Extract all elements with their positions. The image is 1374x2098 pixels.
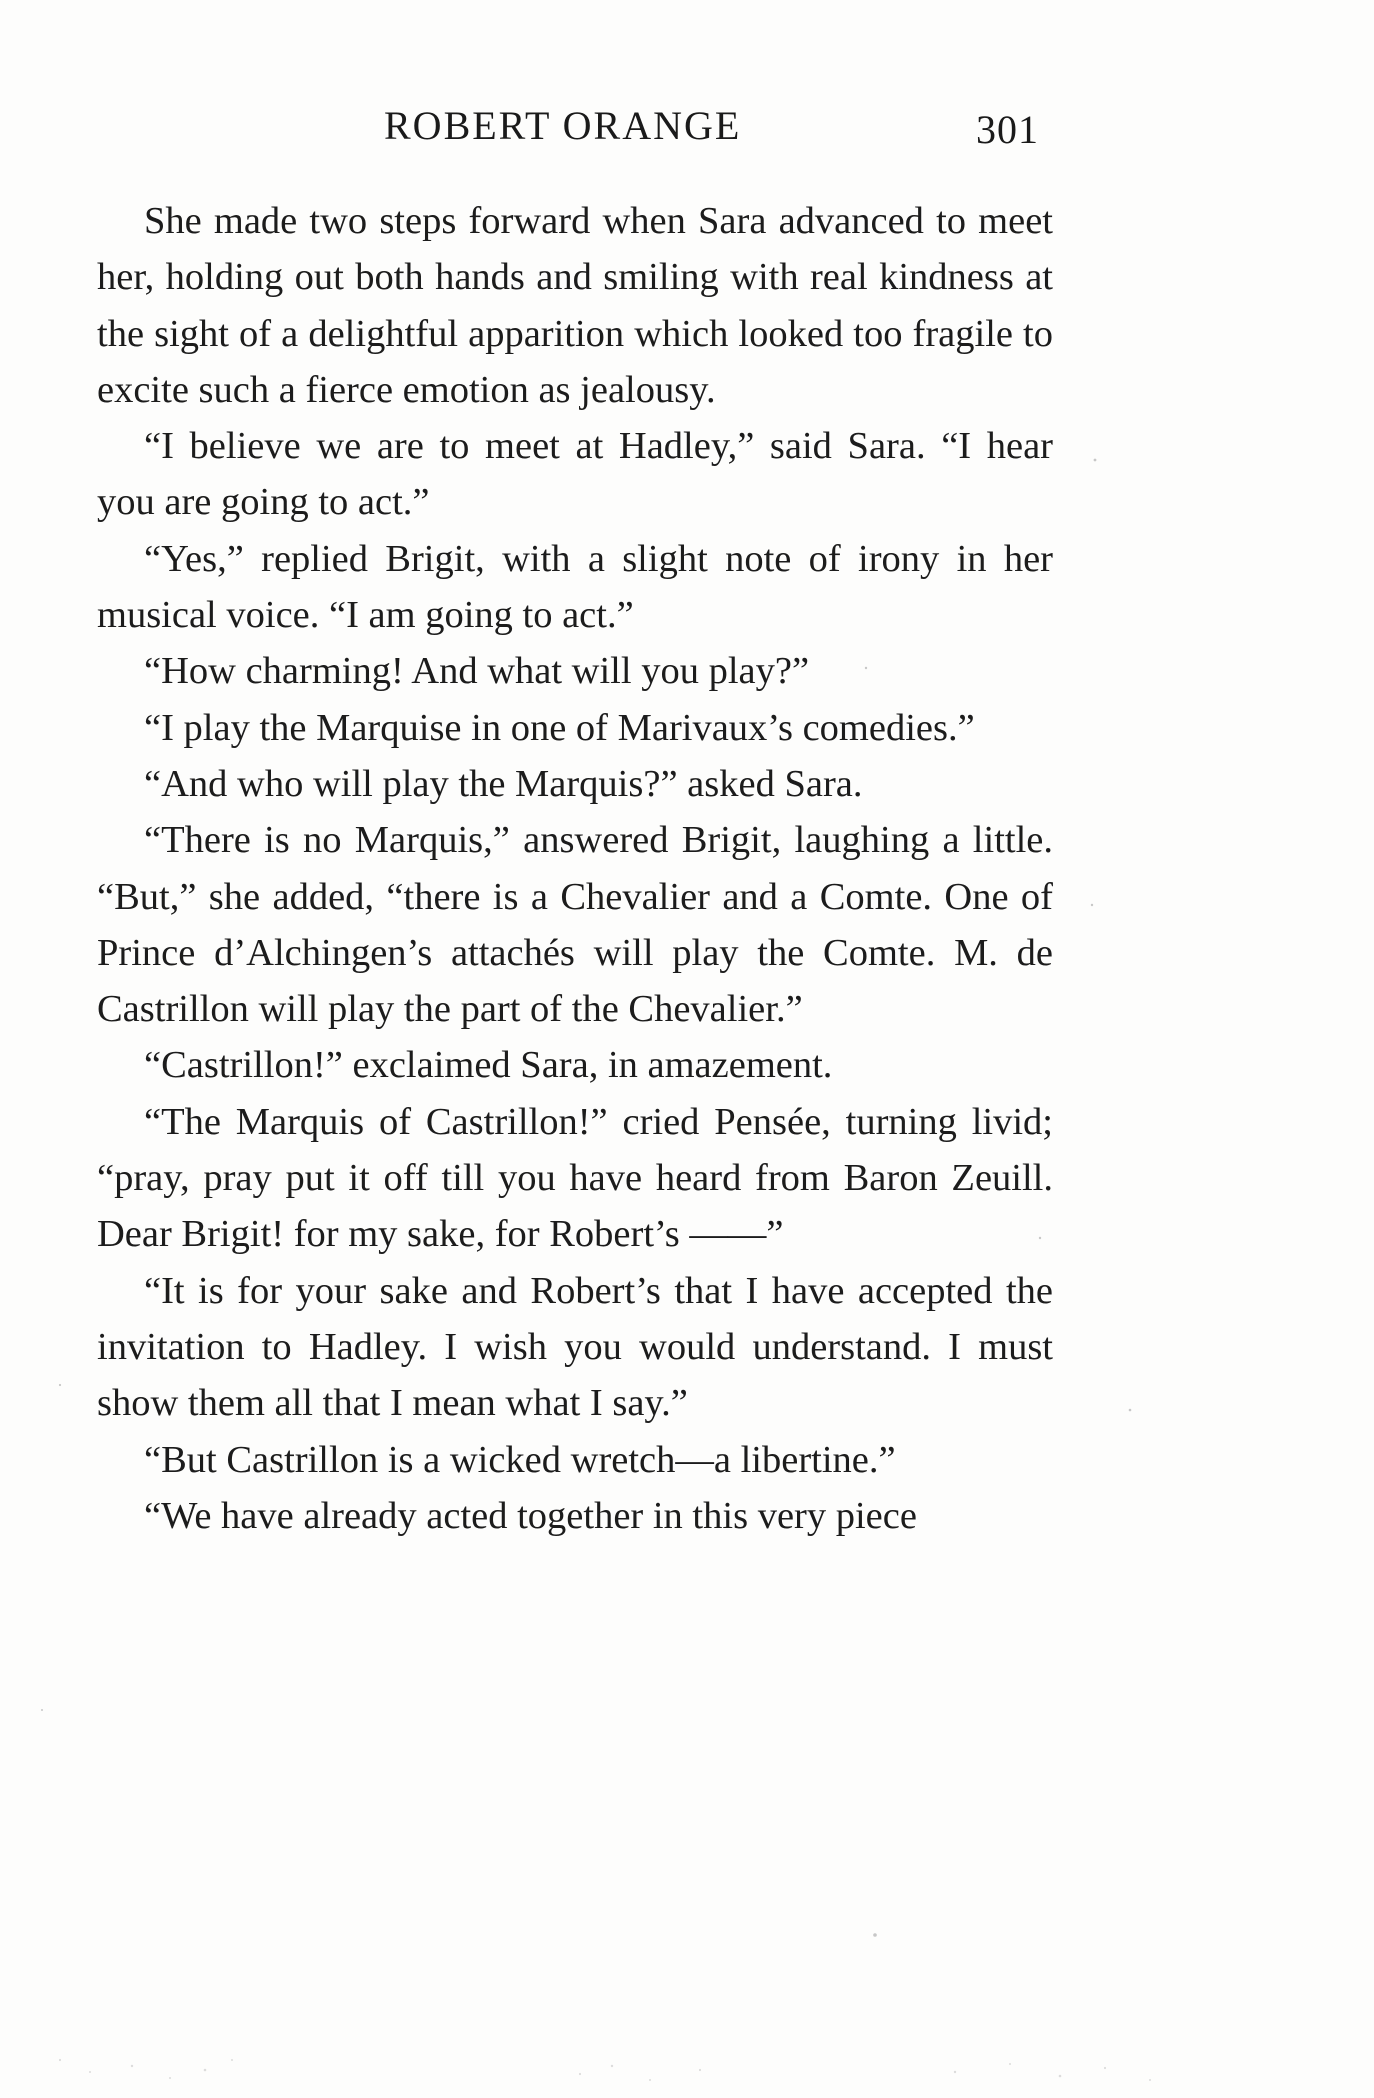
body-text	[97, 193, 1053, 1544]
paragraph: “I play the Marquise in one of Marivaux’s comedies.”	[144, 706, 975, 749]
page-number: 301	[976, 107, 1039, 152]
paragraph: “We have already acted together in this very piece	[144, 1494, 917, 1537]
paragraph: “It is for your sake and Robert’s that I have accepted the invitation to Hadley. I wish you would understand. I must show them all that I mean what I say.”	[97, 1269, 1053, 1425]
paragraph: “But Castrillon is a wicked wretch—a libertine.”	[144, 1438, 896, 1481]
paragraph: She made two steps forward when Sara advanced to meet her, holding out both hands and smiling with real kindness at the sight of a delightful apparition which looked too fragile to excite such a fierce emotion as jealousy.	[97, 200, 1053, 411]
paragraph: “I believe we are to meet at Hadley,” said Sara. “I hear you are going to act.”	[97, 425, 1053, 524]
paragraph: “The Marquis of Castrillon!” cried Pensée, turning livid; “pray, pray put it off till you have heard from Baron Zeuill. Dear Brigit! for my sake, for Robert’s ——”	[97, 1100, 1053, 1256]
paragraph: “How charming! And what will you play?”	[144, 650, 810, 693]
paragraph: “There is no Marquis,” answered Brigit, laughing a little. “But,” she added, “there is a Chevalier and a Comte. One of Prince d’Alchingen’s attachés will play the Comte. M. de Castrillon will play the part of the Chevalier.”	[97, 819, 1053, 1031]
paragraph: “And who will play the Marquis?” asked Sara.	[144, 762, 863, 805]
paragraph: “Castrillon!” exclaimed Sara, in amazement.	[144, 1044, 833, 1087]
paragraph: “Yes,” replied Brigit, with a slight note of irony in her musical voice. “I am going to act.”	[97, 537, 1053, 637]
running-head	[96, 102, 1056, 152]
running-title: ROBERT ORANGE	[384, 103, 742, 148]
